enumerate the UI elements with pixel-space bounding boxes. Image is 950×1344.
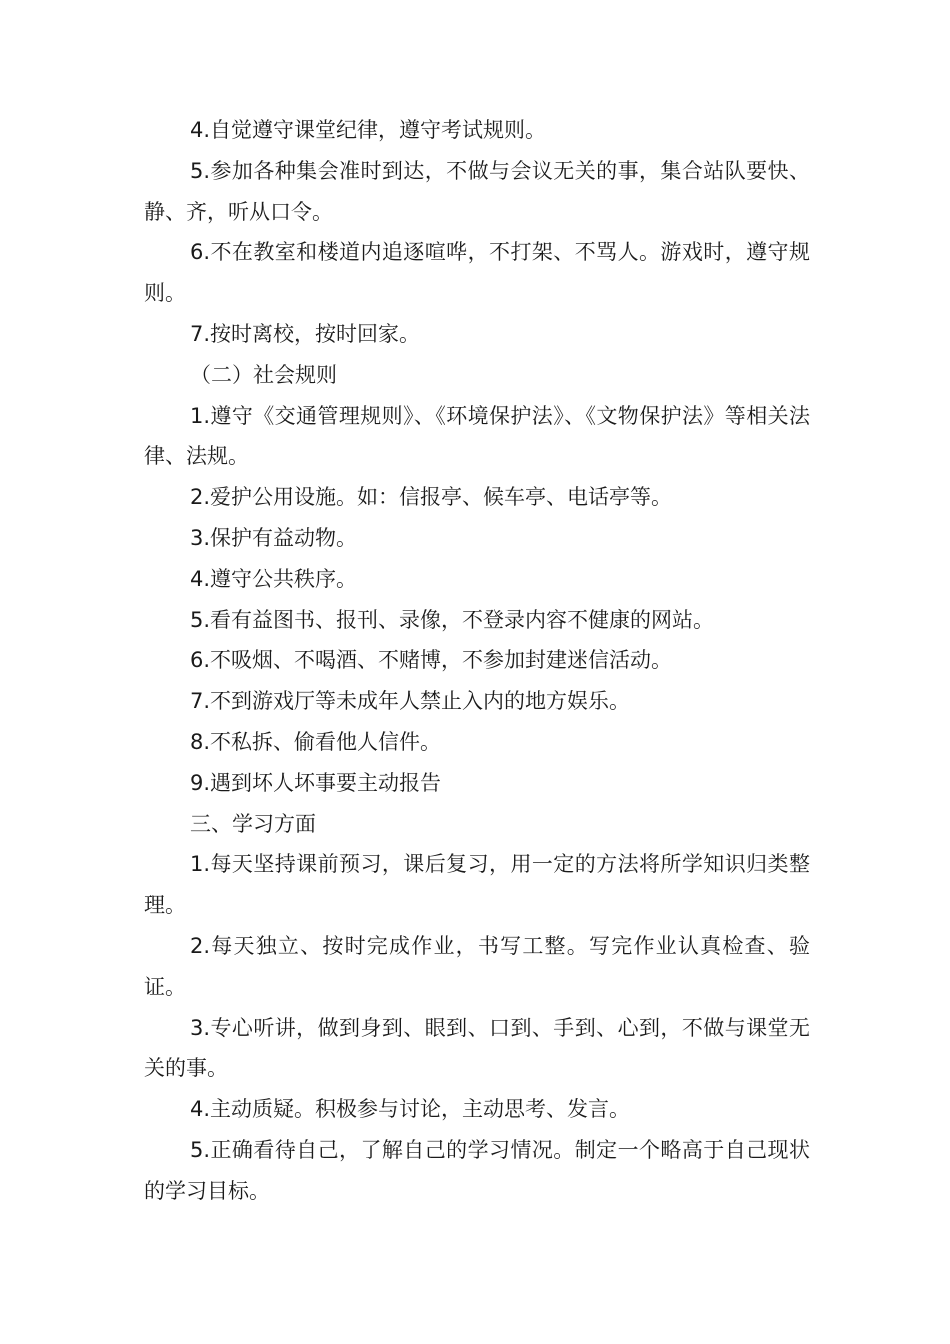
paragraph-question: 4.主动质疑。积极参与讨论，主动思考、发言。	[190, 1097, 631, 1122]
paragraph-preview-review: 1.每天坚持课前预习，课后复习，用一定的方法将所学知识归类整理。	[144, 852, 810, 918]
paragraph-animals: 3.保护有益动物。	[190, 525, 358, 550]
paragraph-assembly: 5.参加各种集会准时到达，不做与会议无关的事，集合站队要快、静、齐，听从口令。	[144, 158, 810, 224]
paragraph-books: 5.看有益图书、报刊、录像，不登录内容不健康的网站。	[190, 607, 715, 632]
paragraph-hallway: 6.不在教室和楼道内追逐喧哗，不打架、不骂人。游戏时，遵守规则。	[144, 240, 810, 306]
paragraph-homework: 2.每天独立、按时完成作业，书写工整。写完作业认真检查、验证。	[144, 933, 810, 999]
paragraph-no-smoking: 6.不吸烟、不喝酒、不赌博，不参加封建迷信活动。	[190, 648, 673, 673]
paragraph-public-facilities: 2.爱护公用设施。如：信报亭、候车亭、电话亭等。	[190, 485, 673, 510]
paragraph-report: 9.遇到坏人坏事要主动报告	[190, 770, 442, 795]
section-heading-social-rules: （二）社会规则	[190, 362, 337, 387]
paragraph-listen: 3.专心听讲，做到身到、眼到、口到、手到、心到，不做与课堂无关的事。	[144, 1015, 810, 1081]
paragraph-game-halls: 7.不到游戏厅等未成年人禁止入内的地方娱乐。	[190, 689, 631, 714]
paragraph-self-assessment: 5.正确看待自己，了解自己的学习情况。制定一个略高于自己现状的学习目标。	[144, 1137, 810, 1203]
paragraph-laws: 1.遵守《交通管理规则》、《环境保护法》、《文物保护法》等相关法律、法规。	[144, 403, 810, 469]
paragraph-public-order: 4.遵守公共秩序。	[190, 566, 358, 591]
paragraph-class-discipline: 4.自觉遵守课堂纪律，遵守考试规则。	[190, 118, 547, 142]
section-heading-study: 三、学习方面	[190, 811, 316, 836]
paragraph-go-home: 7.按时离校，按时回家。	[190, 321, 421, 346]
document-body	[144, 110, 810, 1212]
paragraph-letters: 8.不私拆、偷看他人信件。	[190, 729, 442, 754]
